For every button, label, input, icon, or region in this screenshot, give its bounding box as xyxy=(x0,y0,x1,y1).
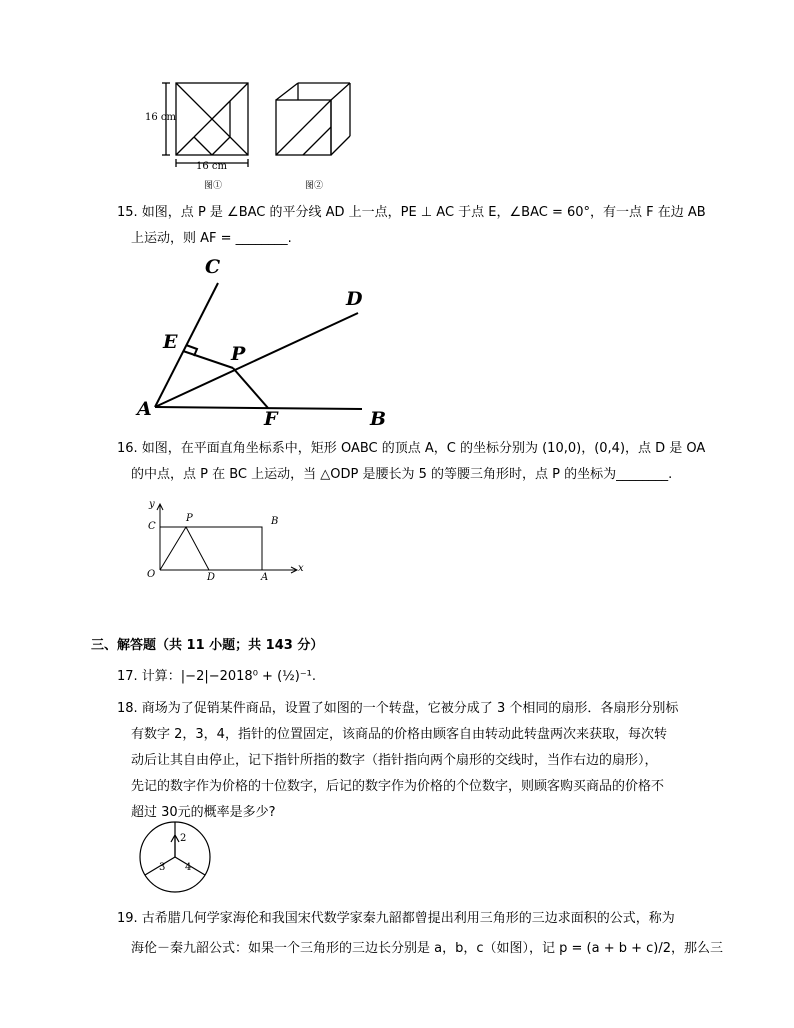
figure-2-caption: 图② xyxy=(305,181,324,191)
q16-line-2: 的中点，点 P 在 BC 上运动，当 △ODP 是腰长为 5 的等腰三角形时，点 P 的坐标为________. xyxy=(131,467,673,482)
coord-d-label: D xyxy=(207,572,216,583)
q18-line-1: 18. 商场为了促销某件商品，设置了如图的一个转盘，它被分成了 3 个相同的扇形．各扇形分别标 xyxy=(117,701,679,716)
spinner-sector-4: 4 xyxy=(185,862,192,873)
q19-line-2: 海伦－秦九韶公式：如果一个三角形的三边长分别是 a，b，c（如图），记 p = (a + b + c)/2，那么三 xyxy=(131,941,724,956)
q17-line: 17. 计算：|−2|−2018⁰ + (½)⁻¹. xyxy=(117,669,317,684)
dim-horizontal-label: 16 cm xyxy=(196,161,227,172)
q18-line-2: 有数字 2，3，4，指针的位置固定，该商品的价格由顾客自由转动此转盘两次来获取，每次转 xyxy=(131,727,667,742)
y-axis-label: y xyxy=(149,499,155,510)
figure-1-caption: 图① xyxy=(204,181,223,191)
coord-c-label: C xyxy=(148,521,156,532)
point-b-label: B xyxy=(370,408,387,430)
q18-line-5: 超过 30元的概率是多少? xyxy=(131,805,276,820)
point-p-label: P xyxy=(231,343,246,365)
coord-a-label: A xyxy=(261,572,269,583)
q16-line-1: 16. 如图，在平面直角坐标系中，矩形 OABC 的顶点 A，C 的坐标分别为 (10,0)，(0,4)，点 D 是 OA xyxy=(117,441,706,456)
point-d-label: D xyxy=(346,288,363,310)
q18-line-3: 动后让其自由停止，记下指针所指的数字（指针指向两个扇形的交线时，当作右边的扇形）， xyxy=(131,753,658,768)
x-axis-label: x xyxy=(298,563,304,574)
point-c-label: C xyxy=(205,256,221,278)
spinner-sector-3: 3 xyxy=(159,862,166,873)
coord-o-label: O xyxy=(147,569,156,580)
q18-line-4: 先记的数字作为价格的十位数字，后记的数字作为价格的个位数字，则顾客购买商品的价格不 xyxy=(131,779,665,794)
coord-p-label: P xyxy=(186,513,193,524)
point-e-label: E xyxy=(163,331,178,353)
q15-line-2: 上运动，则 AF = ________. xyxy=(131,231,292,246)
point-a-label: A xyxy=(137,398,152,420)
section-3-title: 三、解答题（共 11 小题；共 143 分） xyxy=(91,638,324,653)
q19-line-1: 19. 古希腊几何学家海伦和我国宋代数学家秦九韶都曾提出利用三角形的三边求面积的公式，称为 xyxy=(117,911,675,926)
q15-line-1: 15. 如图，点 P 是 ∠BAC 的平分线 AD 上一点，PE ⊥ AC 于点 E，∠BAC = 60°，有一点 F 在边 AB xyxy=(117,205,706,220)
dim-vertical-label: 16 cm xyxy=(145,112,176,123)
coord-b-label: B xyxy=(271,516,279,527)
spinner-sector-2: 2 xyxy=(180,833,187,844)
point-f-label: F xyxy=(264,408,278,430)
